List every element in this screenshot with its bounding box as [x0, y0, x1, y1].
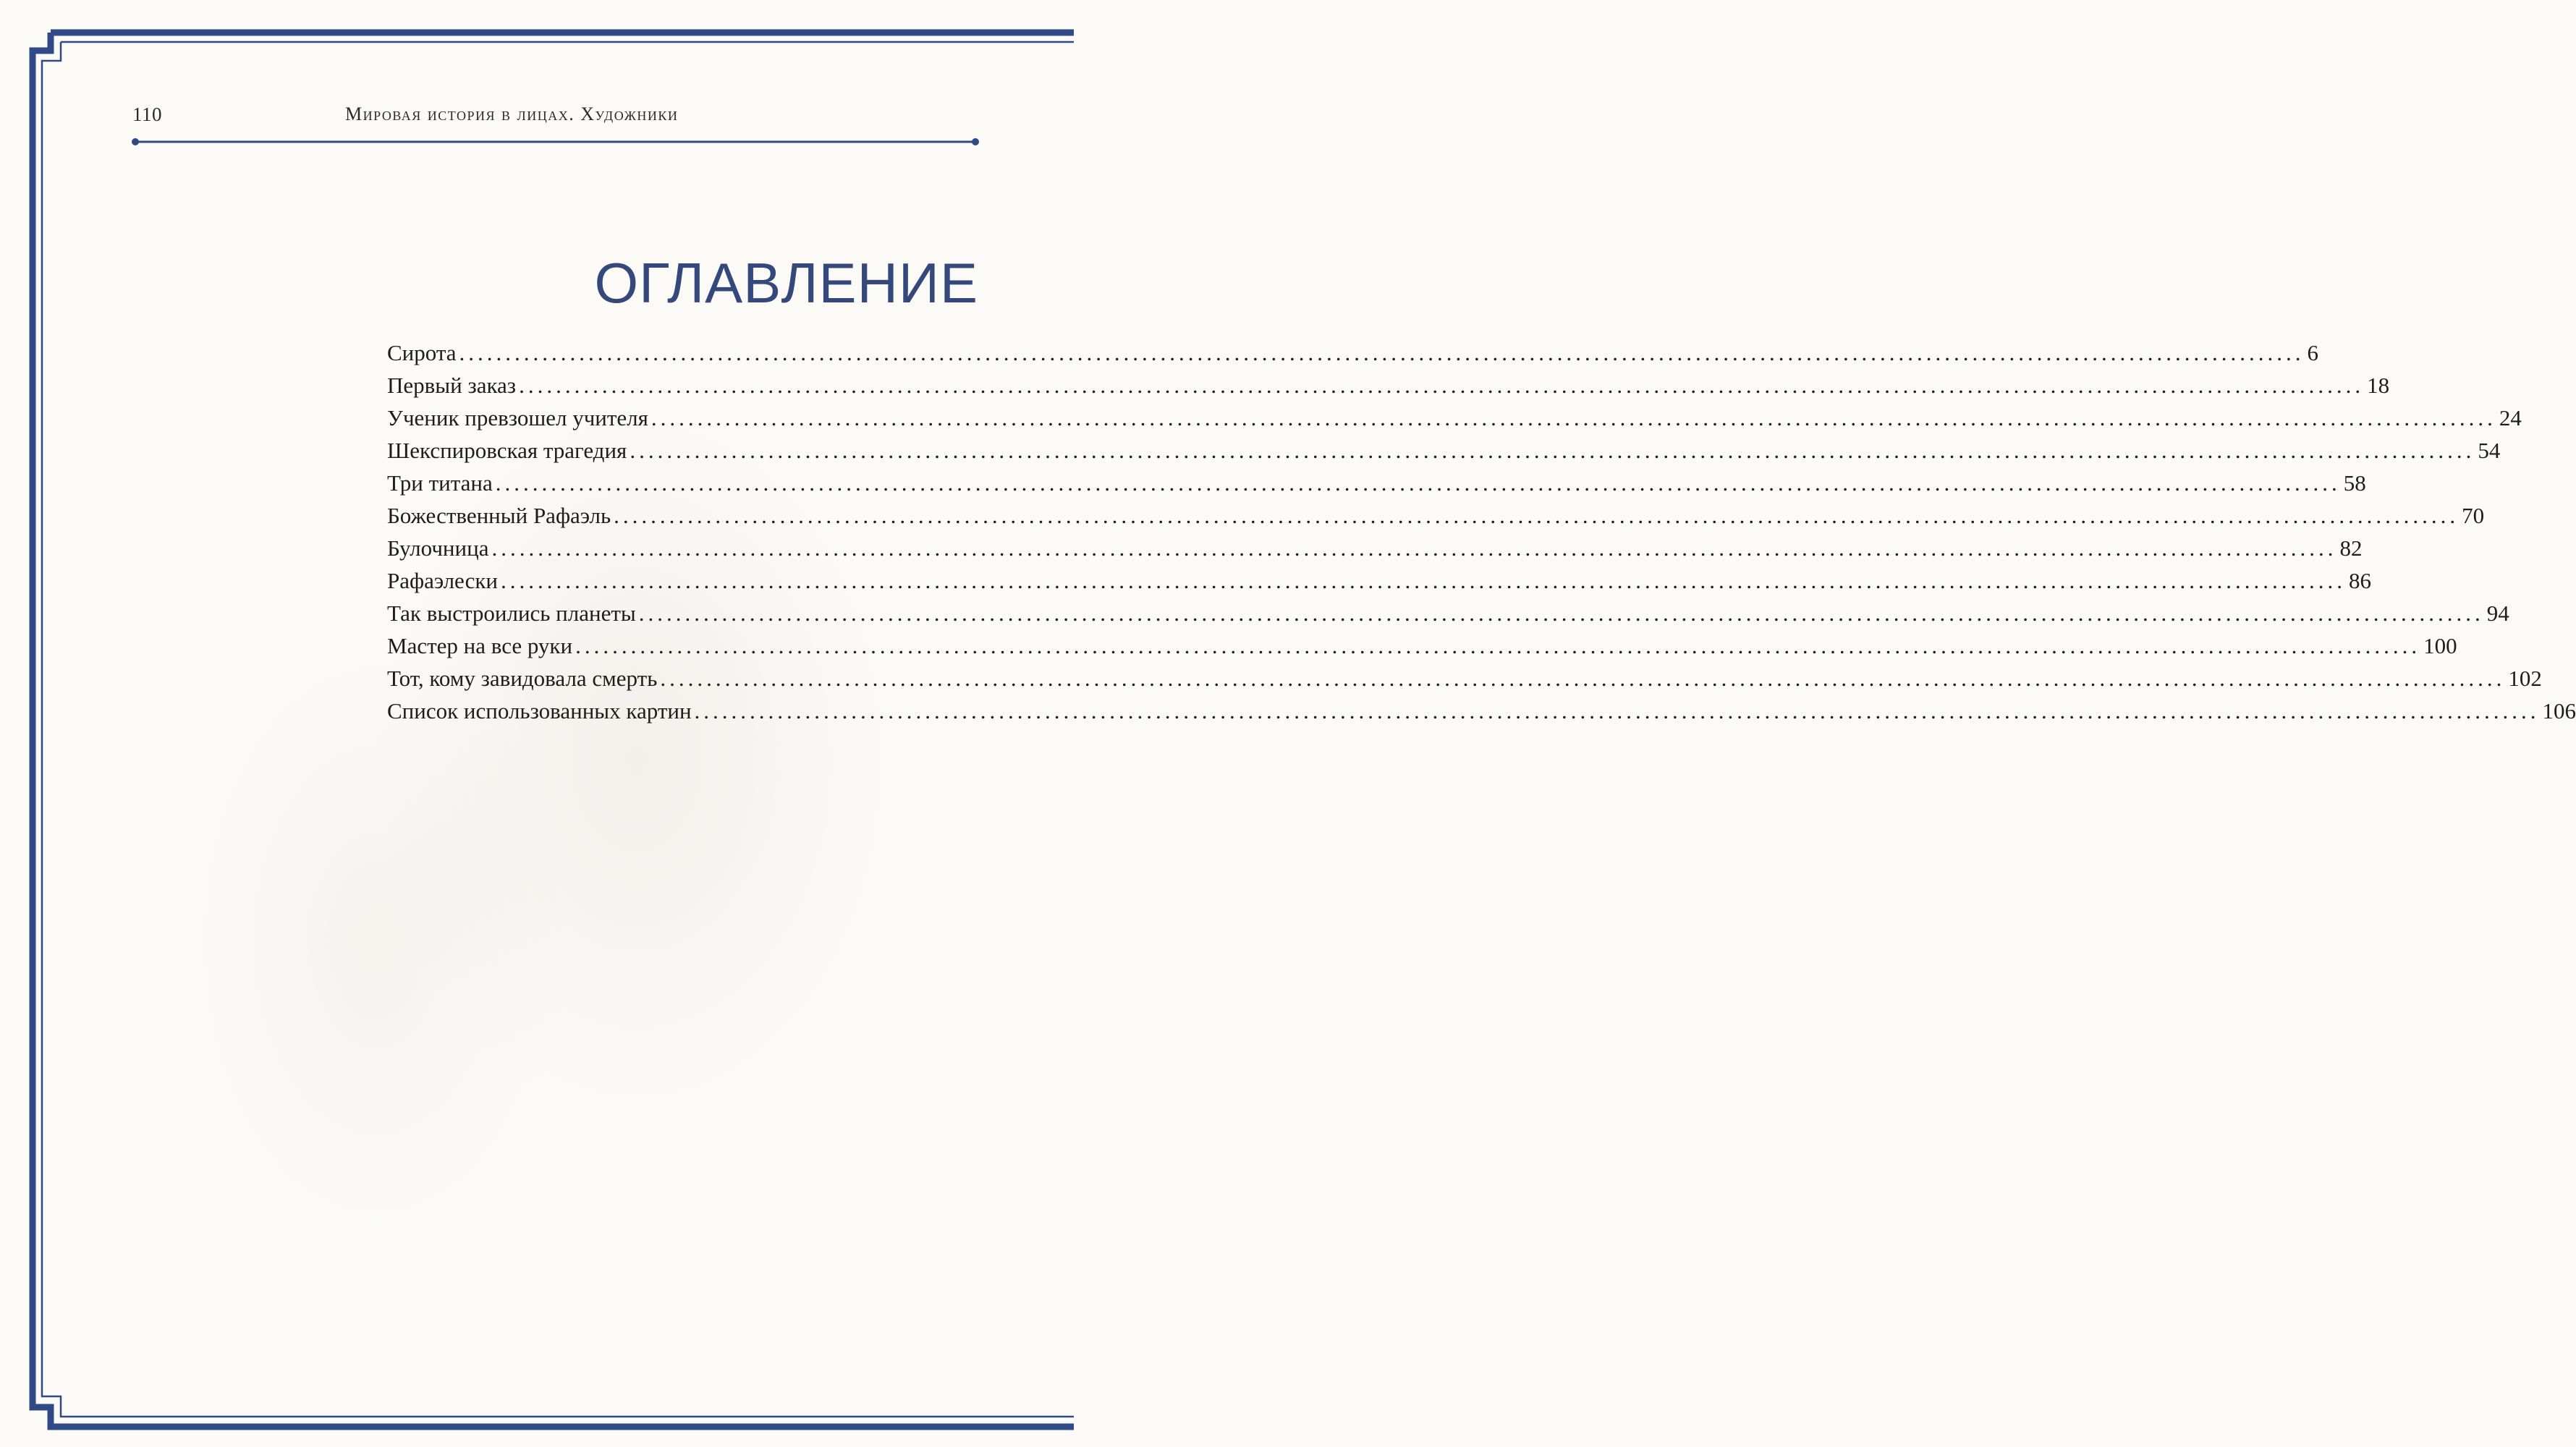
toc-entry[interactable] — [387, 470, 2366, 503]
toc-leader-dots: ........................................................................................................................................................................................................ — [614, 503, 2460, 528]
toc-leader-dots: ........................................................................................................................................................................................................ — [651, 405, 2496, 430]
toc-entry-label: Божественный Рафаэль — [387, 503, 611, 528]
toc-entry[interactable] — [387, 373, 2390, 405]
toc-entry-label: Так выстроились планеты — [387, 601, 636, 626]
toc-entry-label: Сирота — [387, 340, 457, 365]
toc-entry[interactable] — [387, 568, 2372, 601]
toc-entry[interactable] — [387, 601, 2509, 633]
toc-entry-page: 86 — [2349, 568, 2372, 593]
running-head — [132, 103, 979, 132]
toc-leader-dots: ........................................................................................................................................................................................................ — [495, 470, 2341, 496]
toc-entry-page: 102 — [2508, 666, 2542, 691]
toc-entry[interactable] — [387, 633, 2457, 666]
toc-leader-dots: ........................................................................................................................................................................................................ — [630, 438, 2475, 463]
toc-entry[interactable] — [387, 438, 2501, 470]
toc-entry-label: Шекспировская трагедия — [387, 438, 627, 463]
toc-entry-page: 106 — [2542, 698, 2576, 724]
toc-entry-page: 18 — [2367, 373, 2390, 398]
toc-entry-page: 54 — [2478, 438, 2501, 463]
toc-entry[interactable] — [387, 698, 2576, 731]
toc-entry[interactable] — [387, 340, 2319, 373]
toc-leader-dots: ........................................................................................................................................................................................................ — [519, 373, 2365, 398]
toc-entry-label: Рафаэлески — [387, 568, 499, 593]
toc-entry[interactable] — [387, 535, 2363, 568]
toc-leader-dots: ........................................................................................................................................................................................................ — [491, 535, 2337, 561]
toc-entry-page: 24 — [2499, 405, 2522, 430]
toc-entry-label: Тот, кому завидовала смерть — [387, 666, 658, 691]
toc-leader-dots: ........................................................................................................................................................................................................ — [638, 601, 2484, 626]
toc-entry[interactable] — [387, 503, 2485, 535]
table-of-contents — [387, 340, 2576, 731]
toc-leader-dots: ........................................................................................................................................................................................................ — [459, 340, 2305, 365]
toc-entry-page: 94 — [2486, 601, 2509, 626]
toc-entry-page: 82 — [2339, 535, 2363, 561]
toc-leader-dots: ........................................................................................................................................................................................................ — [660, 666, 2506, 691]
toc-entry-label: Мастер на все руки — [387, 633, 573, 658]
toc-entry-page: 70 — [2462, 503, 2485, 528]
toc-leader-dots: ........................................................................................................................................................................................................ — [501, 568, 2347, 593]
toc-leader-dots: ........................................................................................................................................................................................................ — [694, 698, 2540, 724]
toc-entry-page: 100 — [2423, 633, 2457, 658]
toc-entry[interactable] — [387, 666, 2542, 698]
toc-entry-page: 58 — [2343, 470, 2366, 496]
toc-leader-dots: ........................................................................................................................................................................................................ — [575, 633, 2421, 658]
page-number: 110 — [132, 103, 162, 125]
toc-entry[interactable] — [387, 405, 2522, 438]
toc-entry-label: Первый заказ — [387, 373, 517, 398]
toc-entry-label: Булочница — [387, 535, 489, 561]
toc-entry-page: 6 — [2307, 340, 2319, 365]
toc-entry-label: Список использованных картин — [387, 698, 692, 724]
section-title: ОГЛАВЛЕНИЕ — [594, 251, 978, 315]
book-title: Мировая история в лицах. Художники — [345, 103, 679, 124]
toc-entry-label: Ученик превзошел учителя — [387, 405, 648, 430]
toc-entry-label: Три титана — [387, 470, 493, 496]
